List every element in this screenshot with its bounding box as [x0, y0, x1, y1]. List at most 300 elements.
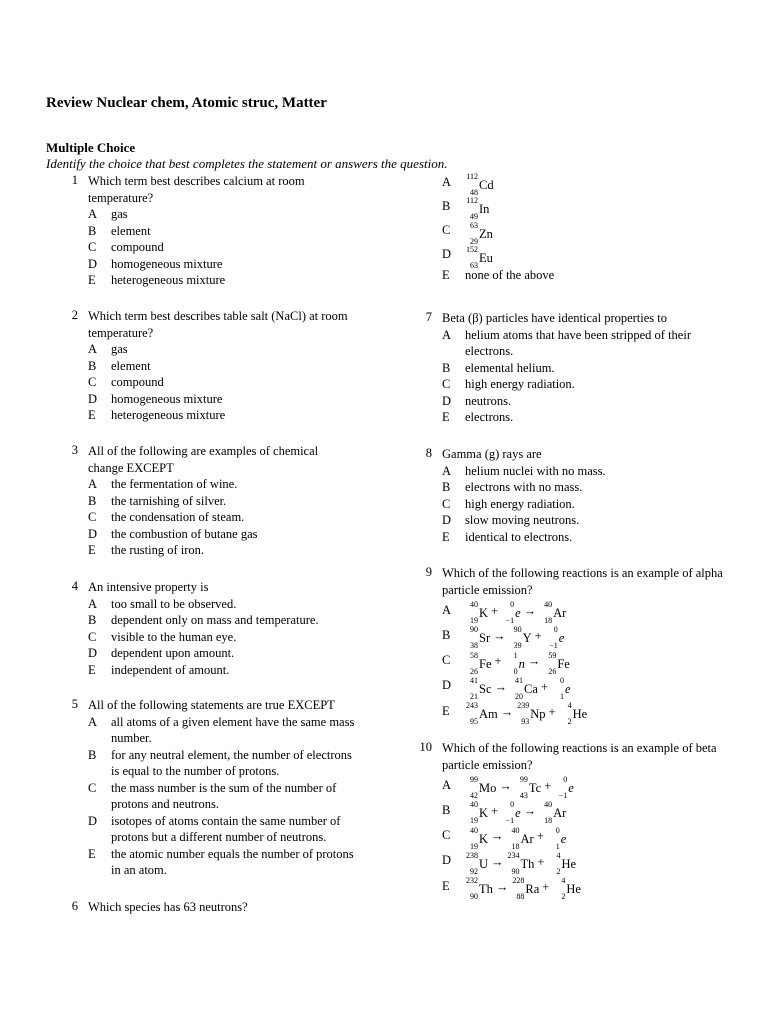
page-title: Review Nuclear chem, Atomic struc, Matter [46, 95, 327, 111]
atomic-number: 1 [555, 841, 560, 851]
nuclide-numbers [509, 627, 523, 649]
choice-text: the atomic number equals the number of protons in an atom. [111, 846, 354, 877]
question-2 [56, 308, 356, 424]
choice-text: high energy radiation. [465, 377, 575, 391]
atomic-number: 19 [470, 616, 478, 626]
question-6 [56, 899, 356, 916]
choice-e [442, 409, 725, 426]
choice-list [410, 170, 725, 283]
element-symbol: Tc [528, 781, 542, 796]
element-symbol: Fe [479, 656, 492, 671]
choice-b [442, 194, 725, 222]
nuclide-he [559, 700, 588, 726]
nuclide-numbers [465, 802, 479, 824]
choice-text: high energy radiation. [465, 496, 575, 511]
atomic-number: 1 [559, 691, 564, 701]
choice-text [465, 598, 725, 626]
element-symbol: He [572, 706, 588, 721]
choice-text: helium atoms that have been stripped of their electrons. [465, 327, 691, 358]
choice-letter: D [442, 247, 452, 262]
element-symbol: Ar [553, 606, 567, 621]
element-symbol: n [518, 656, 525, 671]
atomic-number: 2 [567, 716, 572, 726]
nuclide-cd [465, 172, 494, 198]
element-symbol: e [515, 806, 521, 821]
mass-number: 243 [466, 700, 478, 710]
plus-sign: + [494, 654, 502, 669]
atomic-number: 18 [544, 616, 553, 626]
atomic-number: 26 [548, 666, 557, 676]
choice-c [442, 648, 725, 676]
nuclide-mo [465, 775, 497, 801]
choice-letter: D [442, 393, 452, 408]
atomic-number: 29 [470, 236, 478, 246]
choice-c [442, 496, 725, 513]
choice-c [88, 509, 356, 526]
mass-number: 40 [470, 825, 478, 835]
choice-letter: C [88, 510, 97, 524]
choice-letter: C [442, 653, 451, 668]
atomic-number: 95 [470, 716, 478, 726]
element-symbol: Cd [479, 178, 494, 193]
mass-number: 99 [470, 775, 478, 785]
choice-text: too small to be observed. [111, 596, 237, 611]
nuclide-am [465, 700, 498, 726]
choice-d [88, 526, 356, 543]
reaction-arrow-icon: → [495, 879, 509, 894]
choice-text: for any neutral element, the number of electrons is equal to the number of protons. [111, 747, 352, 778]
nuclide-th [465, 875, 493, 901]
choice-c [88, 374, 356, 391]
choice-c [88, 239, 356, 256]
nuclide-ca [510, 675, 538, 701]
atomic-number: 38 [470, 641, 478, 651]
mass-number: 90 [470, 625, 478, 635]
reaction-arrow-icon: → [500, 704, 514, 719]
choice-letter: E [442, 267, 450, 282]
choice-letter: B [88, 613, 97, 627]
element-symbol: Ra [525, 881, 540, 896]
choice-text [465, 798, 725, 826]
choice-letter: D [442, 678, 452, 693]
nuclide-numbers [559, 700, 573, 726]
choice-letter: A [88, 477, 98, 491]
choice-text: dependent only on mass and temperature. [111, 613, 319, 627]
choice-a [442, 463, 725, 480]
mass-number: 239 [517, 700, 530, 710]
choice-a [88, 714, 356, 747]
nuclide-numbers [465, 244, 479, 270]
choice-letter: A [442, 778, 452, 792]
choice-text: the tarnishing of silver. [111, 493, 227, 508]
nuclide-th [507, 850, 535, 876]
choice-b [88, 747, 356, 780]
plus-sign: + [491, 804, 499, 819]
choice-list [410, 463, 725, 546]
choice-list [56, 596, 356, 679]
plus-sign: + [548, 704, 556, 719]
question-4 [56, 579, 356, 678]
choice-text: heterogeneous mixture [111, 408, 226, 422]
element-symbol: Ar [520, 831, 534, 846]
nuclide-k [465, 600, 489, 626]
nuclide-e [551, 675, 571, 701]
nuclide-fe [543, 650, 570, 676]
question-stem: All of the following are examples of chemical change EXCEPT [88, 444, 319, 475]
question-1 [56, 173, 356, 289]
choice-text: the condensation of steam. [111, 510, 245, 524]
nuclide-numbers [465, 825, 479, 851]
choice-e [88, 272, 356, 289]
plus-sign: + [544, 779, 552, 794]
choice-a [442, 327, 725, 360]
nuclide-numbers [505, 650, 519, 676]
choice-text: isotopes of atoms contain the same number of protons but a different number of neutrons. [111, 813, 341, 844]
question-stem: Which of the following reactions is an example of alpha particle emission? [442, 566, 723, 597]
choice-text: element [111, 223, 151, 238]
nuclide-numbers [465, 650, 479, 676]
element-symbol: K [479, 806, 489, 821]
element-symbol: Ar [553, 806, 567, 821]
choice-list [56, 206, 356, 289]
mass-number: 238 [466, 850, 478, 860]
atomic-number: 2 [561, 891, 566, 901]
choice-b [88, 358, 356, 375]
question-number: 10 [419, 740, 432, 754]
choice-letter: B [88, 358, 97, 373]
nuclide-numbers [465, 675, 479, 701]
mass-number: 0 [553, 625, 558, 635]
choice-text: helium nuclei with no mass. [465, 463, 606, 478]
choice-letter: C [442, 496, 451, 511]
reaction-arrow-icon: → [491, 829, 504, 844]
element-symbol: Np [530, 706, 546, 721]
choice-list [56, 476, 356, 559]
mass-number: 0 [510, 600, 515, 610]
choice-letter: B [442, 628, 451, 643]
choice-text: gas [111, 342, 128, 356]
choice-letter: A [88, 596, 98, 611]
atomic-number: 2 [556, 866, 561, 876]
atomic-number: −1 [558, 791, 568, 801]
choice-letter: B [88, 493, 97, 508]
mass-number: 58 [470, 650, 478, 660]
choice-letter: B [88, 747, 97, 762]
nuclide-numbers [547, 850, 561, 876]
mass-number: 40 [470, 800, 478, 810]
choice-letter: D [88, 526, 98, 541]
atomic-number: 19 [470, 816, 478, 826]
choice-text: identical to electrons. [465, 529, 573, 544]
choice-b [442, 360, 725, 377]
choice-letter: E [442, 529, 450, 544]
mass-number: 0 [555, 825, 560, 835]
atomic-number: 88 [516, 891, 525, 901]
choice-b [442, 623, 725, 651]
mass-number: 4 [556, 850, 561, 860]
question-9 [410, 565, 725, 724]
choice-text [465, 648, 725, 676]
nuclide-in [465, 196, 490, 222]
reaction-arrow-icon: → [493, 629, 506, 644]
nuclide-numbers [516, 700, 530, 726]
mass-number: 40 [511, 825, 520, 835]
choice-letter: E [88, 408, 96, 422]
choice-letter: B [442, 360, 451, 375]
mass-number: 41 [515, 675, 523, 685]
nuclide-numbers [465, 602, 479, 624]
atomic-number: 49 [470, 212, 478, 222]
choice-letter: D [442, 513, 452, 527]
choice-e [442, 267, 725, 284]
choice-b [442, 798, 725, 826]
choice-letter: A [442, 463, 452, 478]
nuclide-numbers [547, 825, 561, 851]
nuclide-numbers [554, 777, 568, 799]
nuclide-ar [507, 825, 534, 851]
nuclide-numbers [465, 627, 479, 649]
choice-letter: C [88, 629, 97, 644]
element-symbol: In [479, 202, 490, 217]
mass-number: 99 [519, 775, 528, 785]
choice-text: the rusting of iron. [111, 543, 205, 557]
nuclide-y [509, 625, 532, 651]
choice-e [88, 542, 356, 559]
plus-sign: + [540, 679, 548, 694]
element-symbol: He [561, 856, 577, 871]
choice-a [442, 598, 725, 626]
choice-e [442, 874, 725, 899]
mass-number: 112 [466, 172, 478, 182]
section-title: Multiple Choice [46, 140, 136, 155]
question-number: 2 [71, 308, 78, 322]
choice-letter: C [88, 240, 97, 254]
choice-d [442, 393, 725, 410]
choice-list [410, 598, 725, 724]
atomic-number: −1 [505, 616, 515, 626]
element-symbol: Th [520, 856, 535, 871]
nuclide-numbers [501, 602, 515, 624]
choice-b [88, 223, 356, 240]
mass-number: 40 [544, 600, 553, 610]
mass-number: 152 [466, 244, 478, 254]
choice-text: all atoms of a given element have the same mass number. [111, 714, 355, 745]
choice-a [442, 170, 725, 198]
nuclide-numbers [543, 650, 557, 676]
nuclide-e [547, 825, 567, 851]
choice-letter: E [88, 273, 96, 287]
choice-letter: D [88, 391, 98, 406]
choice-text: visible to the human eye. [111, 629, 237, 644]
nuclide-numbers [551, 675, 565, 701]
choice-d [88, 813, 356, 846]
reaction-arrow-icon: → [499, 779, 512, 794]
question-number: 4 [71, 579, 78, 593]
atomic-number: 90 [470, 891, 478, 901]
nuclide-e [554, 775, 574, 801]
choice-letter: B [442, 199, 451, 214]
atomic-number: 26 [470, 666, 478, 676]
nuclide-sc [465, 675, 492, 701]
nuclide-tc [515, 775, 542, 801]
choice-letter: A [442, 175, 452, 189]
element-symbol: e [558, 631, 565, 646]
mass-number: 40 [470, 600, 478, 610]
choice-e [442, 529, 725, 546]
choice-c [442, 823, 725, 851]
choice-text: the combustion of butane gas [111, 526, 258, 541]
nuclide-k [465, 800, 489, 826]
reaction-arrow-icon: → [491, 854, 504, 869]
choice-letter: E [442, 878, 450, 893]
nuclide-numbers [465, 220, 479, 246]
element-symbol: Eu [479, 250, 493, 265]
atomic-number: 48 [470, 188, 478, 198]
choice-letter: D [88, 646, 98, 660]
choice-text [465, 673, 725, 701]
element-symbol: Sr [479, 631, 491, 646]
choice-letter: C [88, 780, 97, 795]
mass-number: 0 [559, 675, 564, 685]
choice-text: compound [111, 240, 164, 254]
atomic-number: 90 [511, 866, 520, 876]
nuclide-numbers [507, 850, 521, 876]
choice-text [465, 848, 725, 876]
choice-letter: B [442, 480, 451, 494]
choice-letter: E [88, 543, 96, 557]
choice-text: the fermentation of wine. [111, 477, 238, 491]
nuclide-numbers [465, 174, 479, 196]
atomic-number: 18 [511, 841, 520, 851]
choice-list [56, 714, 356, 879]
mass-number: 0 [510, 800, 515, 810]
question-stem: Which species has 63 neutrons? [88, 900, 248, 914]
choice-text: neutrons. [465, 393, 512, 408]
choice-letter: A [88, 342, 98, 356]
element-symbol: Th [479, 881, 493, 896]
atomic-number: 42 [470, 791, 478, 801]
choice-text: homogeneous mixture [111, 391, 223, 406]
atomic-number: −1 [549, 641, 558, 651]
atomic-number: 18 [544, 816, 553, 826]
question-3 [56, 443, 356, 559]
choice-a [442, 773, 725, 801]
question-stem: Which of the following reactions is an example of beta particle emission? [442, 741, 717, 772]
choice-letter: C [442, 828, 451, 843]
question-stem: Gamma (g) rays are [442, 447, 542, 461]
choice-letter: A [88, 207, 98, 221]
question-number: 3 [71, 443, 78, 457]
atomic-number: 43 [519, 791, 528, 801]
plus-sign: + [536, 829, 544, 844]
question-number: 5 [71, 697, 78, 711]
choice-list [56, 341, 356, 424]
reaction-arrow-icon: → [523, 604, 537, 619]
choice-e [88, 407, 356, 424]
choice-text: compound [111, 375, 164, 389]
choice-letter: E [442, 410, 450, 424]
choice-text: dependent upon amount. [111, 646, 235, 660]
atomic-number: 20 [515, 691, 523, 701]
nuclide-fe [465, 650, 492, 676]
nuclide-numbers [507, 825, 521, 851]
choice-a [88, 476, 356, 493]
choice-text: electrons. [465, 410, 514, 424]
choice-a [88, 206, 356, 223]
plus-sign: + [542, 879, 550, 894]
mass-number: 4 [561, 875, 566, 885]
question-number: 7 [425, 310, 432, 324]
question-number: 1 [71, 173, 78, 187]
mass-number: 234 [507, 850, 520, 860]
nuclide-e [501, 800, 521, 826]
question-stem: Which term best describes calcium at room temperature? [88, 174, 305, 205]
nuclide-numbers [510, 675, 524, 701]
element-symbol: He [566, 881, 581, 896]
mass-number: 228 [512, 875, 525, 885]
element-symbol: Am [479, 706, 498, 721]
nuclide-he [552, 875, 581, 901]
choice-letter: E [88, 662, 96, 677]
choice-text: the mass number is the sum of the number of protons and neutrons. [111, 780, 337, 811]
choice-c [442, 376, 725, 393]
atomic-number: 63 [470, 260, 478, 270]
choice-d [88, 645, 356, 662]
choice-text: slow moving neutrons. [465, 513, 580, 527]
choice-text [465, 170, 725, 198]
question-6-choices [410, 170, 725, 283]
nuclide-numbers [465, 777, 479, 799]
nuclide-numbers [539, 602, 553, 624]
question-stem: An intensive property is [88, 580, 209, 594]
element-symbol: K [479, 831, 489, 846]
nuclide-n [505, 650, 525, 676]
choice-letter: D [88, 813, 98, 828]
mass-number: 40 [544, 800, 553, 810]
nuclide-e [545, 625, 565, 651]
choice-a [88, 596, 356, 613]
choice-text: element [111, 358, 151, 373]
choice-letter: E [88, 846, 96, 861]
choice-letter: D [442, 853, 452, 868]
mass-number: 4 [567, 700, 572, 710]
choice-a [88, 341, 356, 358]
instructions: Identify the choice that best completes the statement or answers the question. [46, 156, 448, 171]
choice-b [442, 479, 725, 496]
choice-b [88, 612, 356, 629]
mass-number: 41 [470, 675, 478, 685]
atomic-number: 93 [521, 716, 530, 726]
choice-d [88, 391, 356, 408]
choice-e [88, 662, 356, 679]
choice-text [465, 194, 725, 222]
nuclide-numbers [552, 875, 566, 901]
nuclide-numbers [539, 802, 553, 824]
nuclide-e [501, 600, 521, 626]
mass-number: 63 [470, 220, 478, 230]
nuclide-k [465, 825, 489, 851]
choice-letter: C [442, 377, 451, 391]
choice-letter: C [88, 375, 97, 389]
element-symbol: e [568, 781, 574, 796]
element-symbol: e [515, 606, 521, 621]
nuclide-eu [465, 244, 493, 270]
nuclide-numbers [465, 700, 479, 726]
question-5 [56, 697, 356, 879]
atomic-number: 0 [513, 666, 518, 676]
nuclide-numbers [545, 627, 559, 649]
atomic-number: −1 [505, 816, 515, 826]
